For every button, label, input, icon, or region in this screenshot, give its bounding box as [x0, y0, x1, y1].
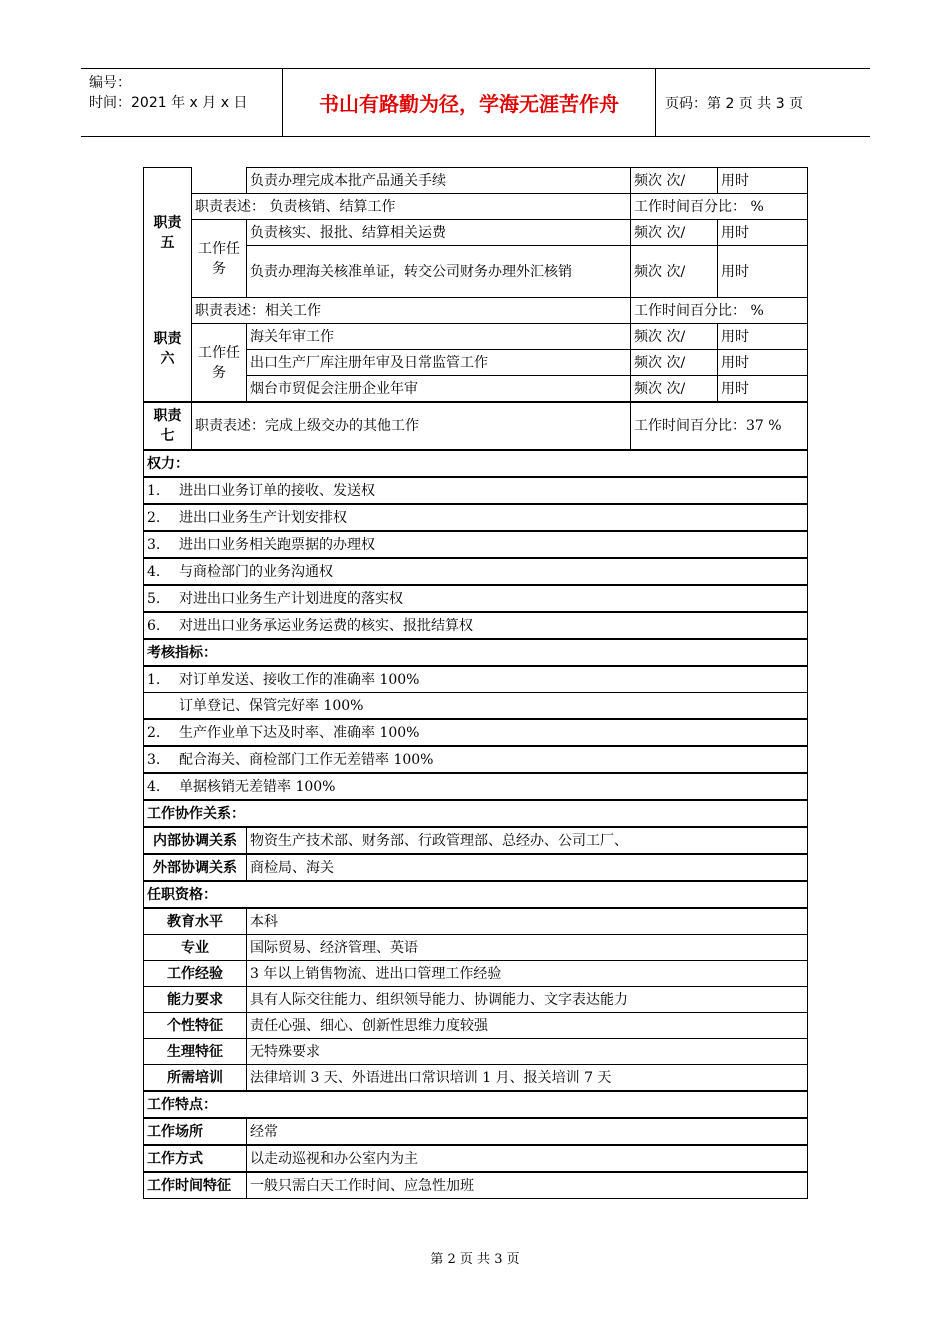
duty7-label: 职责七 — [144, 402, 192, 450]
list-item: 1. 对订单发送、接收工作的准确率 100% — [144, 666, 808, 693]
job-description-table — [143, 167, 807, 1199]
qual-label: 个性特征 — [144, 1013, 247, 1039]
relations-title: 工作协作关系： — [144, 800, 808, 827]
page-footer: 第 2 页 共 3 页 — [430, 1252, 520, 1267]
header-page-number: 页码：第 2 页 共 3 页 — [665, 95, 804, 112]
duty6-desc: 职责表述：相关工作 — [192, 298, 631, 324]
qual-label: 生理特征 — [144, 1039, 247, 1065]
feature-value: 经常 — [247, 1118, 808, 1145]
qual-value: 国际贸易、经济管理、英语 — [247, 935, 808, 961]
duty6-task: 海关年审工作 — [247, 324, 631, 350]
duty7-percent: 工作时间百分比：37 % — [631, 402, 808, 450]
freq-cell: 频次 次/ — [631, 168, 718, 194]
list-item: 3. 进出口业务相关跑票据的办理权 — [144, 531, 808, 558]
duty6-label: 职责六 — [144, 298, 192, 403]
qual-label: 专业 — [144, 935, 247, 961]
feature-label: 工作场所 — [144, 1118, 247, 1145]
list-item: 4. 与商检部门的业务沟通权 — [144, 558, 808, 585]
duty5-tasks-label: 工作任务 — [192, 220, 247, 298]
qual-label: 教育水平 — [144, 908, 247, 935]
list-item: 4. 单据核销无差错率 100% — [144, 773, 808, 800]
qual-value: 责任心强、细心、创新性思维力度较强 — [247, 1013, 808, 1039]
duty6-tasks-label: 工作任务 — [192, 324, 247, 403]
time-cell: 用时 — [718, 324, 808, 350]
duty6-percent: 工作时间百分比： % — [631, 298, 808, 324]
list-item: 2. 生产作业单下达及时率、准确率 100% — [144, 719, 808, 746]
freq-cell: 频次 次/ — [631, 376, 718, 403]
time-cell: 用时 — [718, 376, 808, 403]
list-item: 订单登记、保管完好率 100% — [144, 693, 808, 720]
list-item: 2. 进出口业务生产计划安排权 — [144, 504, 808, 531]
duty5-task: 负责核实、报批、结算相关运费 — [247, 220, 631, 246]
duty5-percent: 工作时间百分比： % — [631, 194, 808, 220]
time-cell: 用时 — [718, 220, 808, 246]
feature-value: 以走动巡视和办公室内为主 — [247, 1145, 808, 1172]
serial-label: 编号： — [89, 75, 131, 91]
internal-relations-label: 内部协调关系 — [144, 827, 247, 854]
list-item: 3. 配合海关、商检部门工作无差错率 100% — [144, 746, 808, 773]
duty5-desc: 职责表述： 负责核销、结算工作 — [192, 194, 631, 220]
list-item: 6. 对进出口业务承运业务运费的核实、报批结算权 — [144, 612, 808, 639]
qual-label: 能力要求 — [144, 987, 247, 1013]
freq-cell: 频次 次/ — [631, 220, 718, 246]
list-item: 1. 进出口业务订单的接收、发送权 — [144, 477, 808, 504]
qual-value: 无特殊要求 — [247, 1039, 808, 1065]
list-item: 5. 对进出口业务生产计划进度的落实权 — [144, 585, 808, 612]
qual-label: 所需培训 — [144, 1065, 247, 1092]
duty5-first-task: 负责办理完成本批产品通关手续 — [247, 168, 631, 194]
feature-label: 工作时间特征 — [144, 1172, 247, 1199]
features-title: 工作特点： — [144, 1091, 808, 1118]
date-label: 时间：2021 年 x 月 x 日 — [89, 95, 248, 111]
powers-title: 权力： — [144, 450, 808, 477]
qual-value: 具有人际交往能力、组织领导能力、协调能力、文字表达能力 — [247, 987, 808, 1013]
qual-value: 本科 — [247, 908, 808, 935]
qual-label: 工作经验 — [144, 961, 247, 987]
feature-label: 工作方式 — [144, 1145, 247, 1172]
time-cell: 用时 — [718, 168, 808, 194]
duty5-label: 职责五 — [144, 168, 192, 298]
header-meta — [81, 69, 281, 136]
internal-relations-value: 物资生产技术部、财务部、行政管理部、总经办、公司工厂、 — [247, 827, 808, 854]
duty6-task: 出口生产厂库注册年审及日常监管工作 — [247, 350, 631, 376]
feature-value: 一般只需白天工作时间、应急性加班 — [247, 1172, 808, 1199]
external-relations-value: 商检局、海关 — [247, 854, 808, 881]
time-cell: 用时 — [718, 350, 808, 376]
time-cell: 用时 — [718, 246, 808, 298]
duty7-desc: 职责表述：完成上级交办的其他工作 — [192, 402, 631, 450]
freq-cell: 频次 次/ — [631, 324, 718, 350]
freq-cell: 频次 次/ — [631, 350, 718, 376]
page-header — [81, 68, 870, 137]
kpi-title: 考核指标： — [144, 639, 808, 666]
qualifications-title: 任职资格： — [144, 881, 808, 908]
duty6-task: 烟台市贸促会注册企业年审 — [247, 376, 631, 403]
freq-cell: 频次 次/ — [631, 246, 718, 298]
qual-value: 3 年以上销售物流、进出口管理工作经验 — [247, 961, 808, 987]
header-motto: 书山有路勤为径，学海无涯苦作舟 — [282, 69, 656, 136]
external-relations-label: 外部协调关系 — [144, 854, 247, 881]
duty5-task: 负责办理海关核准单证，转交公司财务办理外汇核销 — [247, 246, 631, 298]
qual-value: 法律培训 3 天、外语进出口常识培训 1 月、报关培训 7 天 — [247, 1065, 808, 1092]
